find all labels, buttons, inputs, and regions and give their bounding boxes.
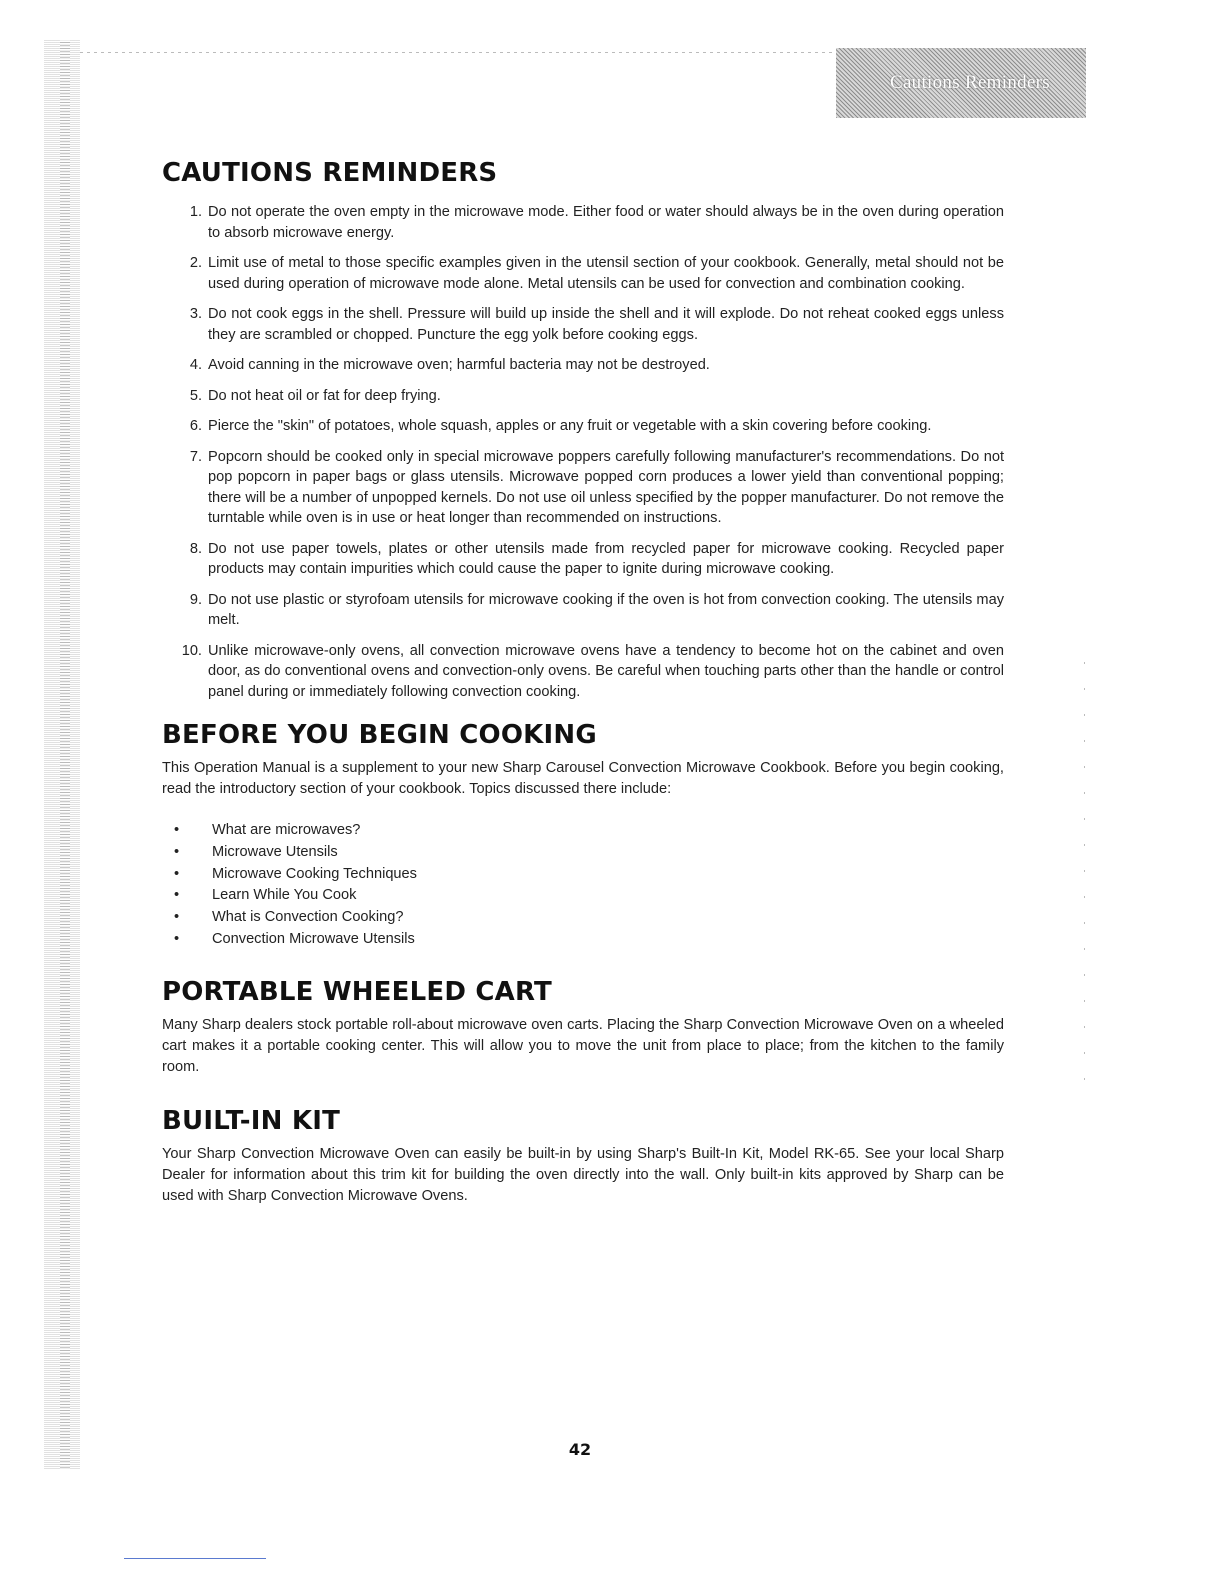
caution-number: 5. <box>189 387 202 404</box>
caution-number: 6. <box>189 418 202 434</box>
bullet-icon: • <box>174 865 180 882</box>
caution-item <box>162 253 1004 294</box>
caution-item <box>162 355 1004 376</box>
topic-item <box>174 864 1004 886</box>
caution-text: Avoid canning in the microwave oven; harmful bacteria may not be destroyed. <box>208 357 710 373</box>
topic-item <box>174 907 1004 929</box>
topic-text: What are microwaves? <box>212 822 361 838</box>
caution-number: 9. <box>189 591 202 608</box>
topic-item <box>174 929 1004 951</box>
caution-number: 2. <box>189 255 202 271</box>
top-rule <box>80 52 840 53</box>
topic-text: Learn While You Cook <box>212 887 357 904</box>
scan-edge-shadow-inner <box>60 40 70 1470</box>
cautions-list <box>162 202 1004 702</box>
caution-item <box>162 590 1004 631</box>
caution-text: Limit use of metal to those specific examples given in the utensil section of your cookbook. Generally, metal should not be used during operation of microwave mode alone. Metal utensils can be used for convection and combination cooking. <box>208 255 1004 292</box>
bullet-icon: • <box>174 887 180 904</box>
topic-item <box>174 820 1004 842</box>
caution-item <box>162 447 1004 529</box>
caution-item <box>162 416 1004 437</box>
bullet-icon: • <box>174 843 180 860</box>
built-in-kit-heading: BUILT-IN KIT <box>162 1105 341 1136</box>
cautions-heading: CAUTIONS REMINDERS <box>162 158 498 188</box>
topics-list <box>162 820 1004 951</box>
bottom-rule <box>124 1558 266 1559</box>
caution-text: Do not use paper towels, plates or other utensils made from recycled paper for microwave cooking. Recycled paper products may contain impurities which could cause the paper to ignite during microwave cooking. <box>208 540 1004 577</box>
caution-text: Do not cook eggs in the shell. Pressure will build up inside the shell and it will explode. Do not reheat cooked eggs unless they are scrambled or chopped. Puncture the egg yolk before cooking eggs. <box>208 306 1004 343</box>
caution-number: 1. <box>189 204 202 220</box>
topic-text: Microwave Utensils <box>212 843 338 860</box>
before-cooking-heading: BEFORE YOU BEGIN COOKING <box>162 720 597 750</box>
page-number: 42 <box>568 1440 592 1459</box>
section-tab-banner <box>836 48 1086 118</box>
topic-text: Convection Microwave Utensils <box>212 930 415 947</box>
topic-item <box>174 885 1004 907</box>
caution-number: 3. <box>189 306 202 322</box>
caution-item <box>162 539 1004 580</box>
built-in-kit-text: Your Sharp Convection Microwave Oven can easily be built-in by using Sharp's Built-In Kit, Model RK-65. See your local Sharp Dealer for information about this trim kit for building the oven directly into the wall. Only built-in kits approved by Sharp can be used with Sharp Convection Microwave Ovens. <box>162 1145 1004 1204</box>
caution-text: Unlike microwave-only ovens, all convection microwave ovens have a tendency to become hot on the cabinet and oven door, as do conventional ovens and convection-only ovens. Be careful when touching parts other than the handle or control panel during or immediately following convection cooking. <box>208 642 1004 700</box>
topic-text: Microwave Cooking Techniques <box>212 865 417 882</box>
caution-number: 10. <box>181 642 202 659</box>
margin-artifact <box>1084 640 1085 1080</box>
wheeled-cart-heading: PORTABLE WHEELED CART <box>162 976 552 1007</box>
caution-item <box>162 304 1004 345</box>
caution-item <box>162 386 1004 407</box>
caution-text: Popcorn should be cooked only in special microwave poppers carefully following manufacturer's recommendations. Do not pop popcorn in paper bags or glass utensils. Microwave popped corn produces a lower yield than conventional popping; there will be a number of unpopped kernels. Do not use oil unless specified by the popper manufacturer. Do not remove the turntable while oven is in use or heat longer than recommended on instructions. <box>208 448 1004 526</box>
section-tab-label: Cautions Reminders <box>889 72 1050 93</box>
bullet-icon: • <box>174 930 180 947</box>
caution-text: Do not heat oil or fat for deep frying. <box>208 387 441 404</box>
bullet-icon: • <box>174 909 180 926</box>
caution-text: Do not use plastic or styrofoam utensils for microwave cooking if the oven is hot from convection cooking. The utensils may melt. <box>208 591 1004 628</box>
caution-number: 8. <box>189 540 202 557</box>
topic-text: What is Convection Cooking? <box>212 909 404 926</box>
caution-number: 4. <box>189 357 202 373</box>
caution-item <box>162 641 1004 703</box>
caution-text: Do not operate the oven empty in the microwave mode. Either food or water should always be in the oven during operation to absorb microwave energy. <box>208 204 1004 241</box>
caution-item <box>162 202 1004 243</box>
caution-number: 7. <box>189 448 202 465</box>
caution-text: Pierce the "skin" of potatoes, whole squash, apples or any fruit or vegetable with a skin covering before cooking. <box>208 418 932 434</box>
bullet-icon: • <box>174 822 180 838</box>
wheeled-cart-text: Many Sharp dealers stock portable roll-about microwave oven carts. Placing the Sharp Convection Microwave Oven on a wheeled cart makes it a portable cooking center. This will allow you to move the unit from place to place; from the kitchen to the family room. <box>162 1016 1004 1075</box>
before-cooking-intro: This Operation Manual is a supplement to your new Sharp Carousel Convection Microwave Cookbook. Before you begin cooking, read the introductory section of your cookbook. Topics discussed there include: <box>162 760 1004 797</box>
page-content <box>162 158 1004 1207</box>
topic-item <box>174 842 1004 864</box>
